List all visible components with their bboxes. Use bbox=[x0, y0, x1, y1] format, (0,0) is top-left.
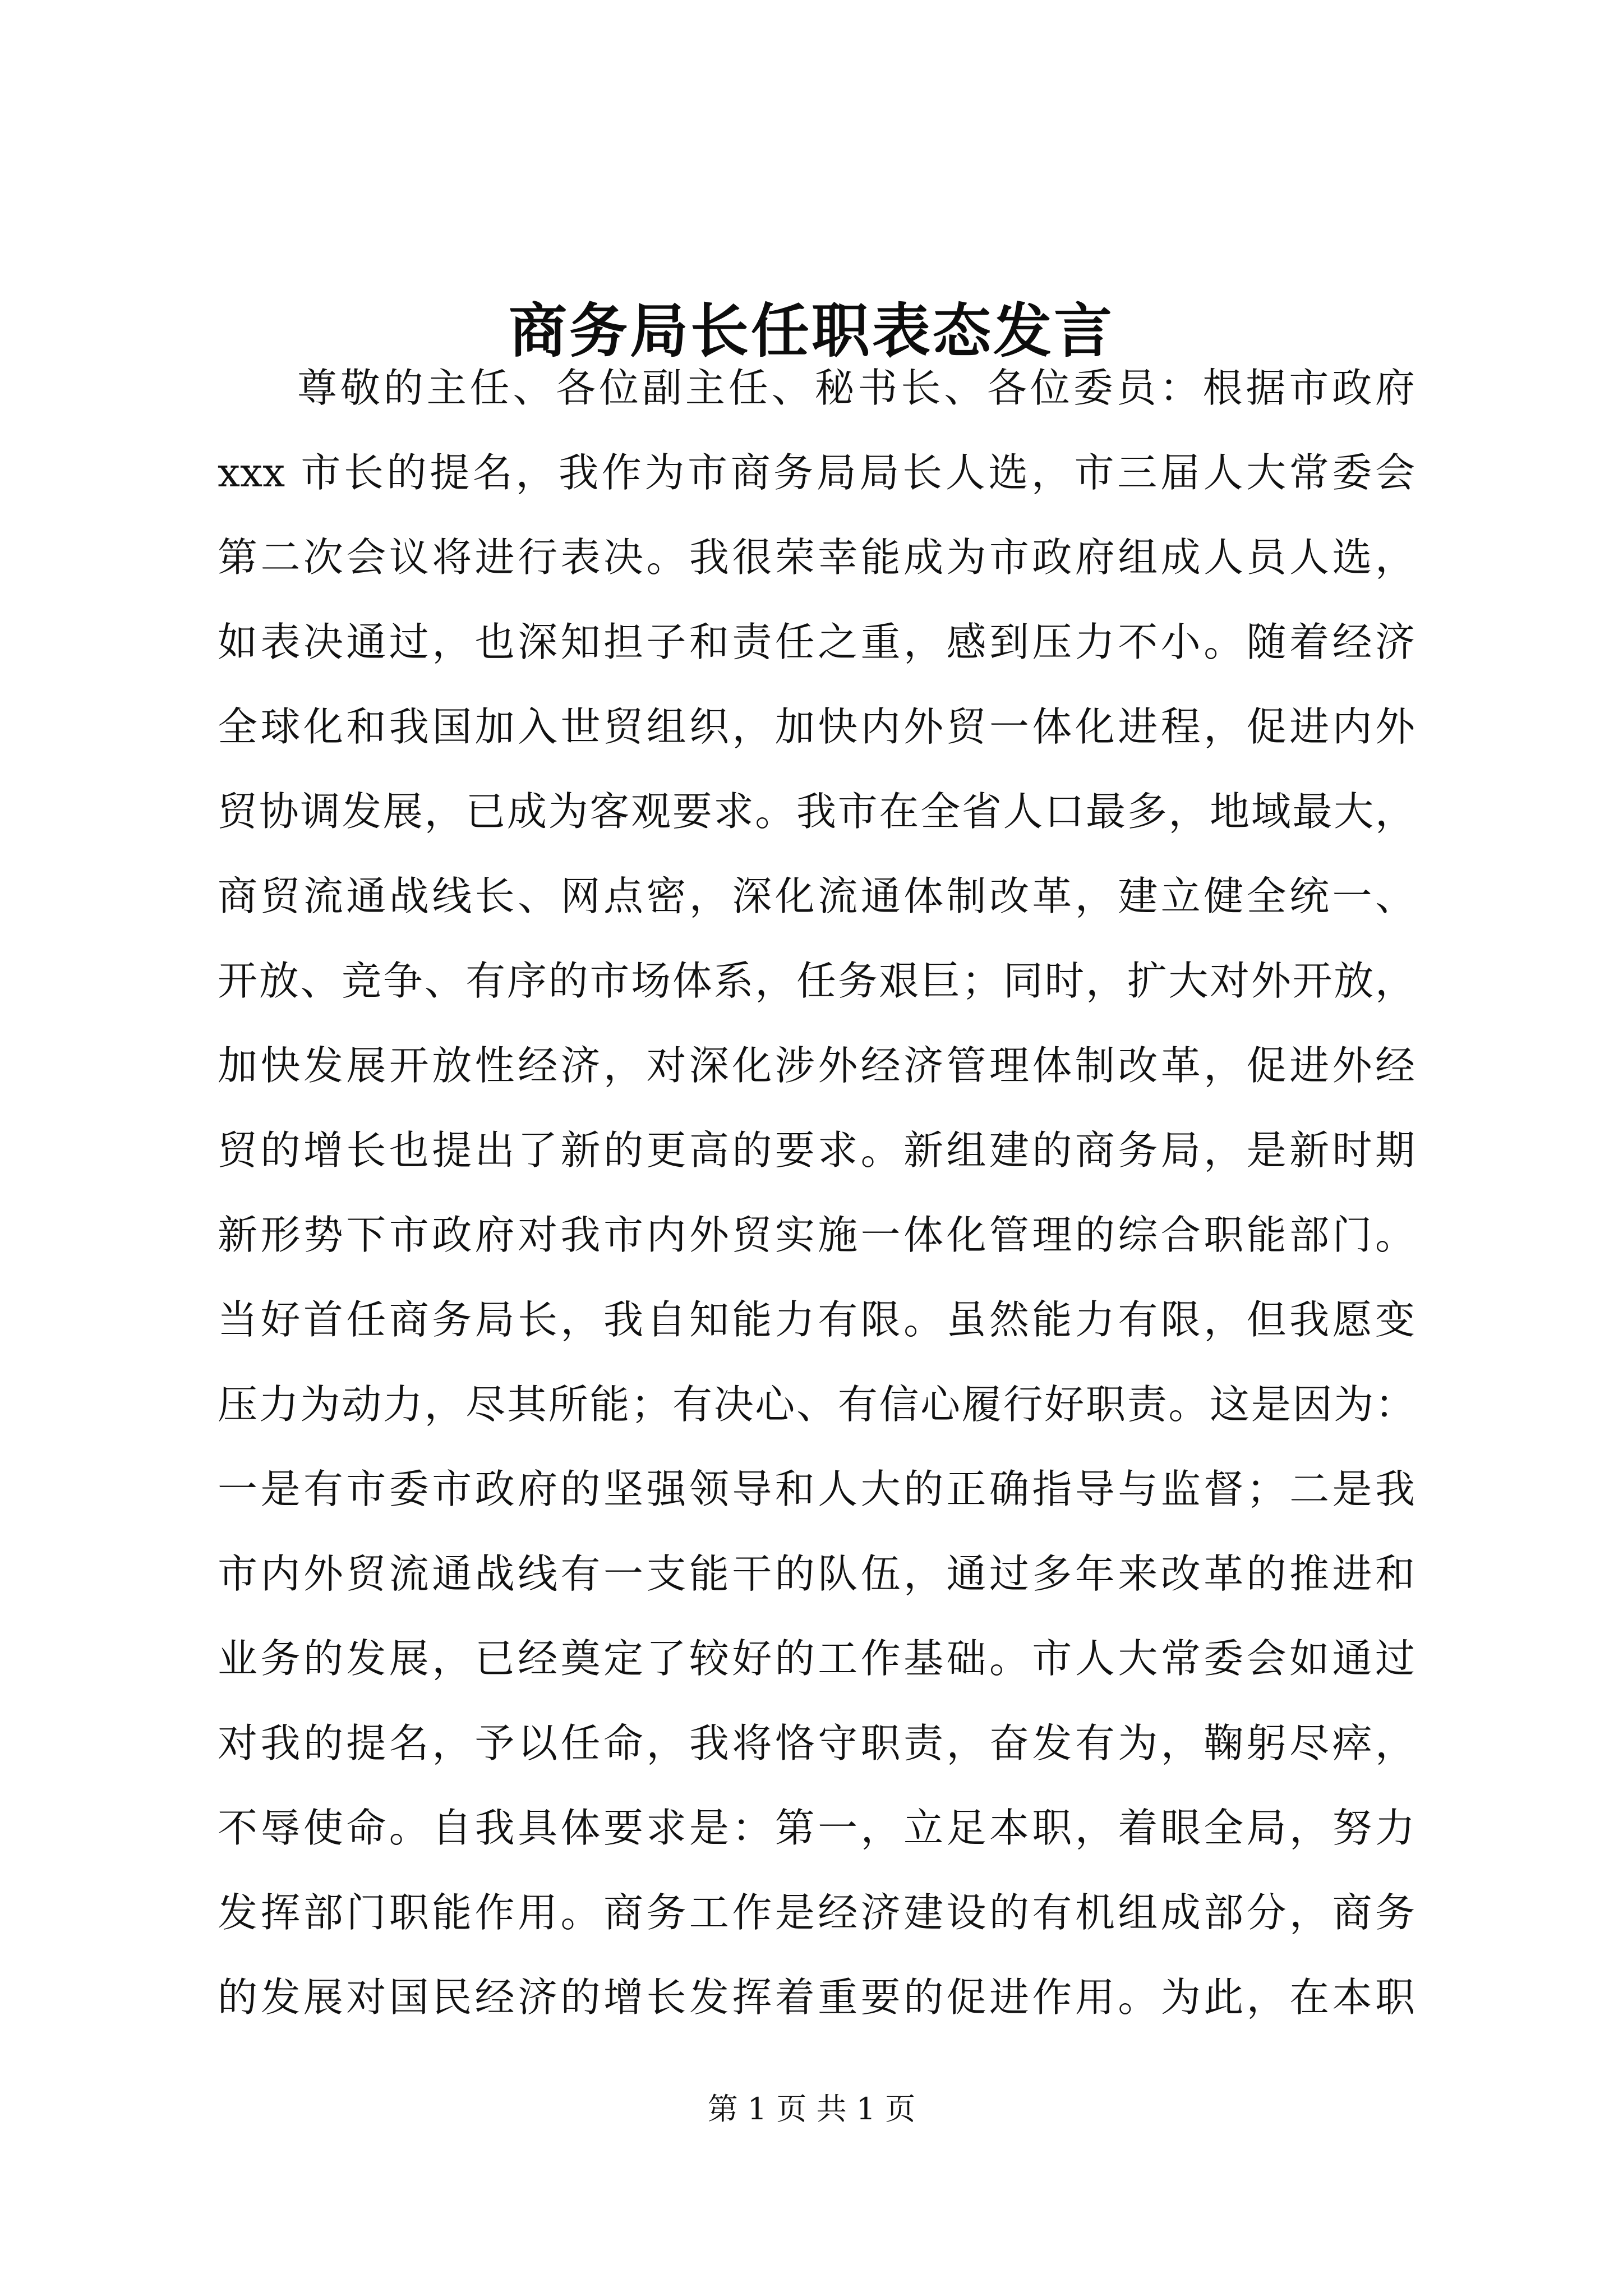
body-line: 不辱使命。自我具体要求是：第一，立足本职，着眼全局，努力 bbox=[218, 1805, 1415, 1851]
body-line: 贸的增长也提出了新的更高的要求。新组建的商务局，是新时期 bbox=[218, 1127, 1415, 1174]
body-line: 全球化和我国加入世贸组织，加快内外贸一体化进程，促进内外 bbox=[218, 703, 1415, 750]
body-line: 市内外贸流通战线有一支能干的队伍，通过多年来改革的推进和 bbox=[218, 1550, 1415, 1597]
body-line: 新形势下市政府对我市内外贸实施一体化管理的综合职能部门。 bbox=[218, 1212, 1415, 1258]
body-line: 如表决通过，也深知担子和责任之重，感到压力不小。随着经济 bbox=[218, 619, 1415, 665]
body-line: 一是有市委市政府的坚强领导和人大的正确指导与监督；二是我 bbox=[218, 1466, 1415, 1512]
document-body bbox=[218, 346, 1415, 2040]
document-title: 商务局长任职表态发言 bbox=[508, 296, 1114, 365]
body-line: 发挥部门职能作用。商务工作是经济建设的有机组成部分，商务 bbox=[218, 1889, 1415, 1936]
body-line: 对我的提名，予以任命，我将恪守职责，奋发有为，鞠躬尽瘁， bbox=[218, 1720, 1415, 1766]
body-line: xxx 市长的提名，我作为市商务局局长人选，市三届人大常委会 bbox=[218, 449, 1415, 496]
body-line: 当好首任商务局长，我自知能力有限。虽然能力有限，但我愿变 bbox=[218, 1296, 1415, 1343]
body-line: 压力为动力，尽其所能；有决心、有信心履行好职责。这是因为： bbox=[218, 1381, 1415, 1428]
body-line: 开放、竞争、有序的市场体系，任务艰巨；同时，扩大对外开放， bbox=[218, 958, 1415, 1004]
body-line: 的发展对国民经济的增长发挥着重要的促进作用。为此，在本职 bbox=[218, 1974, 1415, 2021]
body-line: 商贸流通战线长、网点密，深化流通体制改革，建立健全统一、 bbox=[218, 873, 1415, 919]
body-line: 第二次会议将进行表决。我很荣幸能成为市政府组成人员人选， bbox=[218, 534, 1415, 581]
body-line: 业务的发展，已经奠定了较好的工作基础。市人大常委会如通过 bbox=[218, 1635, 1415, 1682]
body-line: 贸协调发展，已成为客观要求。我市在全省人口最多，地域最大， bbox=[218, 788, 1415, 835]
page-number-footer: 第 1 页 共 1 页 bbox=[707, 2091, 916, 2127]
body-line: 加快发展开放性经济，对深化涉外经济管理体制改革，促进外经 bbox=[218, 1042, 1415, 1089]
body-line: 尊敬的主任、各位副主任、秘书长、各位委员：根据市政府 bbox=[297, 365, 1415, 411]
